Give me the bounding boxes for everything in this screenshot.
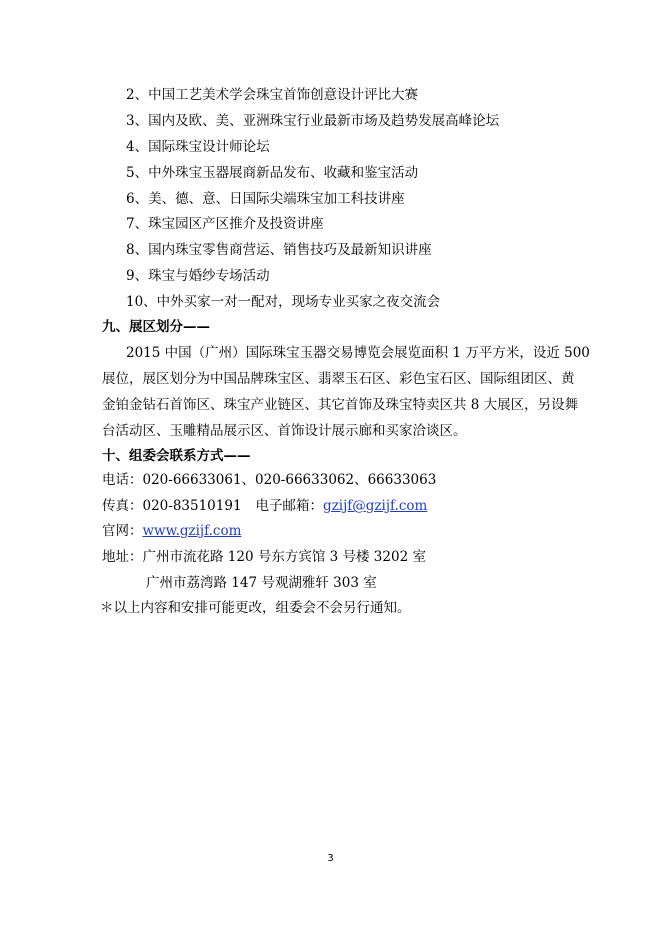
paragraph-line: 展位，展区划分为中国品牌珠宝区、翡翠玉石区、彩色宝石区、国际组团区、黄: [102, 371, 575, 387]
paragraph-line: 台活动区、玉雕精品展示区、首饰设计展示廊和买家洽谈区。: [102, 423, 467, 439]
list-item: 9、珠宝与婚纱专场活动: [126, 268, 270, 284]
section-heading-exhibition-zones: 九、展区划分——: [102, 319, 210, 335]
list-item: 2、中国工艺美术学会珠宝首饰创意设计评比大赛: [126, 87, 419, 103]
list-item: 4、国际珠宝设计师论坛: [126, 139, 270, 155]
contact-website: [102, 522, 241, 540]
phone-label: 电话：: [102, 472, 143, 488]
paragraph-line: 金铂金钻石首饰区、珠宝产业链区、其它首饰及珠宝特卖区共 8 大展区，另设舞: [102, 397, 579, 413]
website-link[interactable]: www.gzijf.com: [142, 523, 242, 539]
contact-fax-email: [102, 497, 427, 515]
email-label: 电子邮箱：: [255, 498, 324, 514]
list-item: 3、国内及欧、美、亚洲珠宝行业最新市场及趋势发展高峰论坛: [126, 113, 500, 129]
list-item: 6、美、德、意、日国际尖端珠宝加工科技讲座: [126, 191, 405, 207]
list-item: 10、中外买家一对一配对，现场专业买家之夜交流会: [126, 294, 441, 310]
address-label: 地址：: [102, 549, 143, 565]
disclaimer-note: ＊以上内容和安排可能更改，组委会不会另行通知。: [100, 600, 411, 616]
website-label: 官网：: [102, 523, 143, 539]
list-item: 7、珠宝园区产区推介及投资讲座: [126, 216, 324, 232]
fax-value: 020-83510191: [142, 498, 242, 514]
list-item: 5、中外珠宝玉器展商新品发布、收藏和鉴宝活动: [126, 165, 419, 181]
email-link[interactable]: gzijf@gzijf.com: [323, 498, 428, 514]
contact-phone: [102, 471, 436, 489]
address-line-2: 广州市荔湾路 147 号观湖雅轩 303 室: [146, 575, 377, 591]
page-number: 3: [327, 853, 334, 864]
contact-address: [102, 548, 426, 566]
section-heading-contact: 十、组委会联系方式——: [102, 448, 251, 464]
address-line-1: 广州市流花路 120 号东方宾馆 3 号楼 3202 室: [142, 549, 426, 565]
paragraph-line: 2015 中国（广州）国际珠宝玉器交易博览会展览面积 1 万平方米，设近 500: [126, 345, 590, 361]
fax-label: 传真：: [102, 498, 143, 514]
list-item: 8、国内珠宝零售商营运、销售技巧及最新知识讲座: [126, 242, 432, 258]
phone-value: 020-66633061、020-66633062、66633063: [142, 472, 437, 488]
